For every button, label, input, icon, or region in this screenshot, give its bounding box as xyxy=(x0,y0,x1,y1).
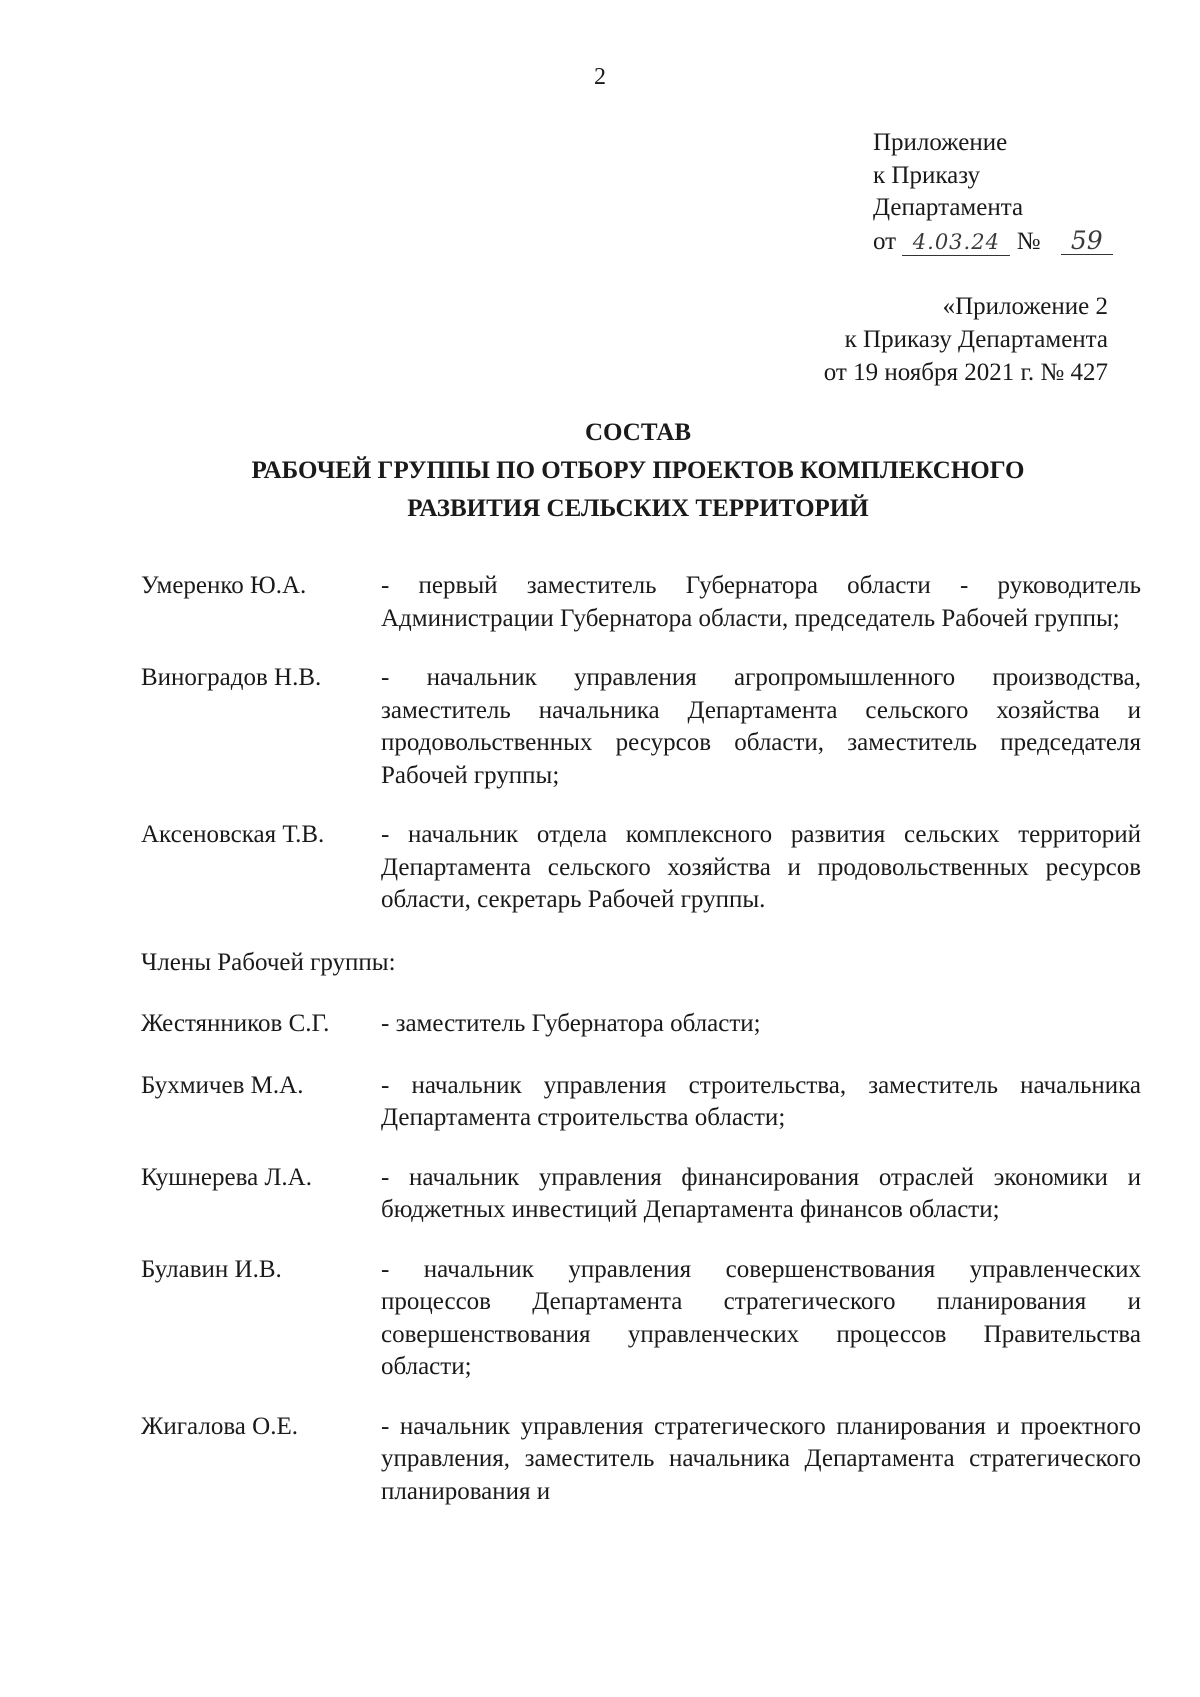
member-role: - начальник управления строительства, заместитель начальника Департамента строительства области; xyxy=(381,1071,1141,1131)
handwritten-number: 59 xyxy=(1061,225,1113,258)
member-name: Жестянников С.Г. xyxy=(141,1010,330,1037)
working-group-list xyxy=(141,570,1142,1508)
title-line-1: СОСТАВ xyxy=(584,419,692,446)
handwritten-date: 4.03.24 xyxy=(902,226,1010,259)
previous-appendix-date: от 19 ноября 2021 г. № 427 xyxy=(823,359,1108,386)
previous-appendix-title: «Приложение 2 xyxy=(942,293,1108,320)
appendix-department: Департамента xyxy=(873,194,1024,221)
members-section-label: Члены Рабочей группы: xyxy=(141,948,396,976)
member-role: - начальник управления стратегического планирования и проектного управления, заместитель начальника Департамента стратегического планирования и xyxy=(381,1412,1141,1505)
member-role: - начальник отдела комплексного развития сельских территорий Департамента сельского хозяйства и продовольственных ресурсов области, секретарь Рабочей группы. xyxy=(381,821,1141,913)
member-row xyxy=(141,1411,1142,1509)
member-row xyxy=(141,570,1142,635)
member-role: - первый заместитель Губернатора области - руководитель Администрации Губернатора области, председатель Рабочей группы; xyxy=(381,572,1141,632)
page-number: 2 xyxy=(594,64,606,90)
title-line-2: РАБОЧЕЙ ГРУППЫ ПО ОТБОРУ ПРОЕКТОВ КОМПЛЕКСНОГО xyxy=(251,457,1025,484)
member-name: Аксеновская Т.В. xyxy=(141,821,325,848)
date-prefix: от xyxy=(873,227,897,255)
member-role: - начальник управления агропромышленного производства, заместитель начальника Департамента сельского хозяйства и продовольственных ресурсов области, заместитель председателя Рабочей группы; xyxy=(381,664,1141,789)
member-row xyxy=(141,1008,1142,1041)
number-sign: № xyxy=(1016,227,1041,255)
appendix-order-ref: к Приказу xyxy=(873,161,981,189)
member-name: Виноградов Н.В. xyxy=(141,664,322,691)
title-line-3: РАЗВИТИЯ СЕЛЬСКИХ ТЕРРИТОРИЙ xyxy=(407,495,869,522)
member-name: Умеренко Ю.А. xyxy=(141,572,307,599)
member-role: - заместитель Губернатора области; xyxy=(381,1010,761,1037)
appendix-header xyxy=(873,127,1113,258)
member-row xyxy=(141,1162,1142,1227)
member-name: Жигалова О.Е. xyxy=(141,1412,298,1440)
member-name: Булавин И.В. xyxy=(141,1255,282,1283)
member-role: - начальник управления совершенствования управленческих процессов Департамента стратегического планирования и совершенствования управленческих процессов Правительства области; xyxy=(381,1255,1141,1380)
previous-appendix-order: к Приказу Департамента xyxy=(844,326,1108,353)
member-row xyxy=(141,819,1142,917)
appendix-date-number-line xyxy=(873,225,1113,259)
member-role: - начальник управления финансирования отраслей экономики и бюджетных инвестиций Департамента финансов области; xyxy=(381,1163,1141,1223)
member-name: Бухмичев М.А. xyxy=(141,1071,304,1099)
member-name: Кушнерева Л.А. xyxy=(141,1163,312,1191)
member-row xyxy=(141,1070,1142,1135)
member-row xyxy=(141,662,1142,792)
appendix-title: Приложение xyxy=(873,129,1008,156)
previous-appendix-header xyxy=(824,290,1108,389)
document-title xyxy=(0,414,1200,528)
member-row xyxy=(141,1254,1142,1384)
